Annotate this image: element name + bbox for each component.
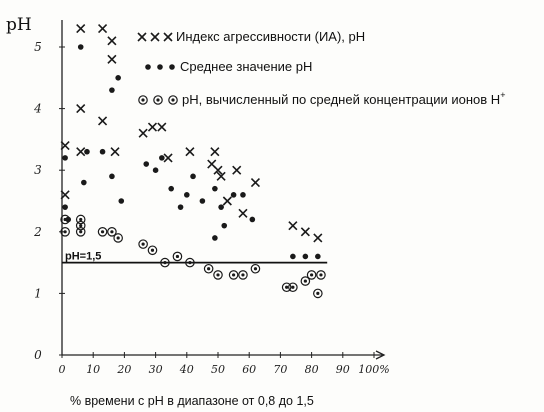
dot-point [240, 192, 246, 198]
legend-marker [139, 96, 147, 104]
legend-label-superscript: + [500, 90, 506, 100]
x-tick-label: 40 [179, 363, 194, 376]
ring-point [148, 246, 156, 254]
ring-point [139, 240, 147, 248]
x-tick-label: 70 [273, 363, 288, 376]
ring-point [251, 265, 259, 273]
dot-point [109, 87, 115, 93]
x-tick-label: 30 [148, 363, 163, 376]
dot-point [78, 44, 84, 50]
dot-point [84, 149, 90, 155]
series-2 [62, 44, 320, 259]
ring-point [204, 265, 212, 273]
legend-label: Среднее значение рН [180, 59, 313, 74]
cross-point [108, 37, 116, 45]
ring-point [239, 271, 247, 279]
cross-point [108, 55, 116, 63]
y-tick-label: 5 [34, 40, 42, 54]
reference-line-group [62, 251, 327, 263]
cross-point [139, 129, 147, 137]
cross-point [223, 197, 231, 205]
dot-point [221, 223, 227, 229]
reference-line-label: pH=1,5 [65, 250, 102, 263]
cross-point [314, 234, 322, 242]
cross-point [77, 25, 85, 33]
y-tick-label: 1 [34, 286, 42, 301]
cross-point [77, 148, 85, 156]
dot-point [303, 254, 309, 260]
legend-marker [169, 64, 175, 70]
legend [138, 29, 505, 107]
dot-point [212, 186, 218, 192]
dot-point [62, 155, 68, 161]
cross-point [251, 179, 259, 187]
cross-point [289, 222, 297, 230]
ring-point [77, 228, 85, 236]
y-tick-label: 4 [34, 101, 42, 116]
ring-point [289, 283, 297, 291]
y-tick-label: 3 [34, 163, 42, 178]
x-tick-label: 90 [335, 363, 350, 376]
ticks [33, 40, 390, 376]
dot-point [250, 217, 256, 223]
y-tick-label: 2 [34, 224, 42, 239]
legend-marker [145, 64, 151, 70]
legend-label: рН, вычисленный по средней концентрации ионов Н+ [182, 90, 506, 107]
x-tick-label: 0 [58, 363, 66, 376]
ring-point [114, 234, 122, 242]
dot-point [212, 235, 218, 241]
legend-marker [164, 33, 172, 41]
legend-entry-2 [145, 59, 312, 74]
cross-point [186, 148, 194, 156]
dot-point [81, 180, 87, 186]
dot-point [159, 155, 165, 161]
dot-point [184, 192, 190, 198]
dot-point [143, 161, 149, 167]
cross-point [77, 105, 85, 113]
ring-point [314, 289, 322, 297]
cross-point [211, 148, 219, 156]
legend-entry-3 [139, 90, 506, 107]
ring-point [173, 252, 181, 260]
dot-point [100, 149, 106, 155]
cross-point [233, 166, 241, 174]
x-tick-label: 100% [358, 363, 390, 376]
cross-point [111, 148, 119, 156]
dot-point [315, 254, 321, 260]
cross-point [158, 123, 166, 131]
ring-point [229, 271, 237, 279]
legend-marker [169, 96, 177, 104]
ring-point [317, 271, 325, 279]
dot-point [62, 204, 68, 210]
legend-marker [138, 33, 146, 41]
cross-point [164, 154, 172, 162]
ring-point [214, 271, 222, 279]
dot-point [118, 198, 124, 204]
x-tick-label: 80 [304, 363, 319, 376]
dot-point [190, 174, 196, 180]
x-axis-title: % времени с pH в диапазоне от 0,8 до 1,5 [70, 394, 314, 408]
dot-point [153, 167, 159, 173]
dot-point [168, 186, 174, 192]
cross-point [301, 228, 309, 236]
cross-point [99, 117, 107, 125]
cross-point [239, 209, 247, 217]
dot-point [115, 75, 121, 81]
x-tick-label: 20 [117, 363, 132, 376]
y-axis-title: pH [6, 15, 32, 35]
x-tick-label: 50 [211, 363, 225, 376]
ring-point [307, 271, 315, 279]
y-tick-label: 0 [34, 348, 42, 362]
dot-point [178, 204, 184, 210]
ring-point [98, 228, 106, 236]
dot-point [231, 192, 237, 198]
x-tick-label: 60 [242, 363, 257, 376]
legend-marker [154, 96, 162, 104]
dot-point [200, 198, 206, 204]
dot-point [218, 204, 224, 210]
x-tick-label: 10 [86, 363, 101, 376]
legend-marker [157, 64, 163, 70]
legend-label: Индекс агрессивности (ИА), рН [176, 29, 366, 44]
dot-point [290, 254, 296, 260]
cross-point [148, 123, 156, 131]
legend-marker [151, 33, 159, 41]
series-1 [61, 25, 322, 242]
cross-point [99, 25, 107, 33]
ring-point [77, 215, 85, 223]
legend-entry-1 [138, 29, 365, 44]
dot-point [109, 174, 115, 180]
